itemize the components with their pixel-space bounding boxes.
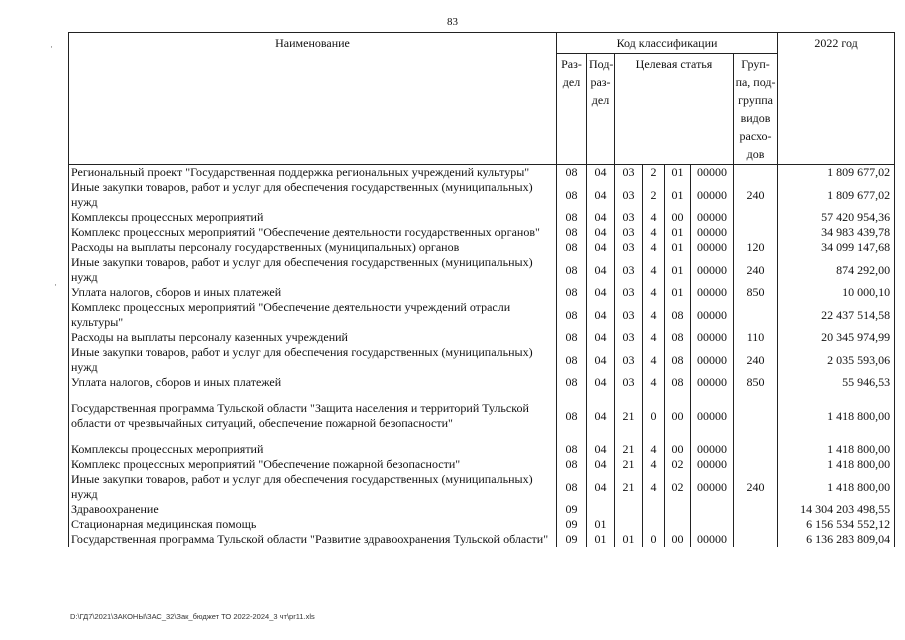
table-body bbox=[69, 165, 895, 548]
event-code: 01 bbox=[665, 285, 691, 300]
expense-group-code: 240 bbox=[734, 345, 778, 375]
program-code: 03 bbox=[615, 165, 643, 181]
amount: 22 437 514,58 bbox=[778, 300, 895, 330]
program-code: 03 bbox=[615, 180, 643, 210]
subprogram-code: 4 bbox=[643, 442, 665, 457]
razdel-code: 08 bbox=[557, 375, 587, 390]
direction-code: 00000 bbox=[691, 345, 734, 375]
header-expense-group: Груп- па, под- группа видов расхо- дов bbox=[734, 54, 778, 165]
scan-speck: · bbox=[50, 42, 53, 52]
podrazdel-code: 01 bbox=[587, 532, 615, 547]
amount: 2 035 593,06 bbox=[778, 345, 895, 375]
event-code: 08 bbox=[665, 330, 691, 345]
event-code: 08 bbox=[665, 375, 691, 390]
event-code: 00 bbox=[665, 532, 691, 547]
amount: 34 099 147,68 bbox=[778, 240, 895, 255]
direction-code: 00000 bbox=[691, 457, 734, 472]
program-code: 21 bbox=[615, 390, 643, 442]
row-name: Комплекс процессных мероприятий "Обеспечение деятельности государственных органов" bbox=[69, 225, 557, 240]
podrazdel-code: 04 bbox=[587, 345, 615, 375]
subprogram-code: 4 bbox=[643, 472, 665, 502]
subprogram-code: 4 bbox=[643, 330, 665, 345]
expense-group-code bbox=[734, 165, 778, 181]
program-code: 03 bbox=[615, 285, 643, 300]
table-row bbox=[69, 532, 895, 547]
podrazdel-code: 04 bbox=[587, 375, 615, 390]
table-row bbox=[69, 517, 895, 532]
subprogram-code: 4 bbox=[643, 210, 665, 225]
header-podrazdel: Под- раз- дел bbox=[587, 54, 615, 165]
row-name: Уплата налогов, сборов и иных платежей bbox=[69, 375, 557, 390]
header-razdel: Раз- дел bbox=[557, 54, 587, 165]
row-name: Региональный проект "Государственная поддержка региональных учреждений культуры" bbox=[69, 165, 557, 181]
program-code: 21 bbox=[615, 457, 643, 472]
row-name: Государственная программа Тульской области "Развитие здравоохранения Тульской области" bbox=[69, 532, 557, 547]
table-row bbox=[69, 502, 895, 517]
scan-speck: · bbox=[54, 280, 57, 290]
razdel-code: 09 bbox=[557, 502, 587, 517]
amount: 1 809 677,02 bbox=[778, 165, 895, 181]
direction-code: 00000 bbox=[691, 390, 734, 442]
subprogram-code: 4 bbox=[643, 375, 665, 390]
expense-group-code bbox=[734, 210, 778, 225]
row-name: Уплата налогов, сборов и иных платежей bbox=[69, 285, 557, 300]
expense-group-code: 850 bbox=[734, 285, 778, 300]
razdel-code: 08 bbox=[557, 472, 587, 502]
event-code: 00 bbox=[665, 390, 691, 442]
razdel-code: 08 bbox=[557, 345, 587, 375]
amount: 57 420 954,36 bbox=[778, 210, 895, 225]
amount: 20 345 974,99 bbox=[778, 330, 895, 345]
event-code: 08 bbox=[665, 345, 691, 375]
razdel-code: 08 bbox=[557, 390, 587, 442]
expense-group-code bbox=[734, 225, 778, 240]
podrazdel-code: 04 bbox=[587, 240, 615, 255]
expense-group-code bbox=[734, 502, 778, 517]
subprogram-code: 4 bbox=[643, 225, 665, 240]
direction-code: 00000 bbox=[691, 240, 734, 255]
amount: 10 000,10 bbox=[778, 285, 895, 300]
podrazdel-code: 04 bbox=[587, 210, 615, 225]
razdel-code: 08 bbox=[557, 240, 587, 255]
page-number: 83 bbox=[447, 16, 458, 28]
row-name: Иные закупки товаров, работ и услуг для обеспечения государственных (муниципальных) нужд bbox=[69, 255, 557, 285]
row-name: Иные закупки товаров, работ и услуг для обеспечения государственных (муниципальных) нужд bbox=[69, 180, 557, 210]
expense-group-code bbox=[734, 300, 778, 330]
table-row bbox=[69, 390, 895, 442]
program-code: 01 bbox=[615, 532, 643, 547]
table-row bbox=[69, 300, 895, 330]
razdel-code: 08 bbox=[557, 255, 587, 285]
direction-code: 00000 bbox=[691, 300, 734, 330]
program-code: 03 bbox=[615, 225, 643, 240]
row-name: Государственная программа Тульской области "Защита населения и территорий Тульской области от чрезвычайных ситуаций, обеспечение пожарной безопасности" bbox=[69, 390, 557, 442]
amount: 1 418 800,00 bbox=[778, 390, 895, 442]
podrazdel-code: 04 bbox=[587, 180, 615, 210]
header-target-article: Целевая статья bbox=[615, 54, 734, 165]
footer-file-path: D:\ГД7\2021\ЗАКОНЫ\ЗАС_32\Зак_бюджет ТО 2022-2024_3 чт\pr11.xls bbox=[70, 612, 315, 621]
amount: 1 809 677,02 bbox=[778, 180, 895, 210]
direction-code bbox=[691, 502, 734, 517]
razdel-code: 08 bbox=[557, 180, 587, 210]
razdel-code: 08 bbox=[557, 300, 587, 330]
table-row bbox=[69, 285, 895, 300]
podrazdel-code: 01 bbox=[587, 517, 615, 532]
direction-code: 00000 bbox=[691, 330, 734, 345]
amount: 55 946,53 bbox=[778, 375, 895, 390]
razdel-code: 08 bbox=[557, 210, 587, 225]
subprogram-code: 4 bbox=[643, 240, 665, 255]
amount: 6 136 283 809,04 bbox=[778, 532, 895, 547]
row-name: Расходы на выплаты персоналу казенных учреждений bbox=[69, 330, 557, 345]
header-year: 2022 год bbox=[778, 33, 895, 165]
expense-group-code bbox=[734, 532, 778, 547]
row-name: Комплекс процессных мероприятий "Обеспечение пожарной безопасности" bbox=[69, 457, 557, 472]
expense-group-code bbox=[734, 390, 778, 442]
event-code bbox=[665, 502, 691, 517]
podrazdel-code: 04 bbox=[587, 225, 615, 240]
podrazdel-code: 04 bbox=[587, 390, 615, 442]
expense-group-code: 240 bbox=[734, 472, 778, 502]
direction-code: 00000 bbox=[691, 285, 734, 300]
budget-table bbox=[68, 32, 895, 547]
amount: 34 983 439,78 bbox=[778, 225, 895, 240]
event-code: 01 bbox=[665, 165, 691, 181]
direction-code bbox=[691, 517, 734, 532]
row-name: Стационарная медицинская помощь bbox=[69, 517, 557, 532]
subprogram-code: 4 bbox=[643, 300, 665, 330]
subprogram-code: 0 bbox=[643, 532, 665, 547]
event-code: 02 bbox=[665, 457, 691, 472]
program-code bbox=[615, 502, 643, 517]
program-code: 03 bbox=[615, 240, 643, 255]
subprogram-code: 2 bbox=[643, 165, 665, 181]
direction-code: 00000 bbox=[691, 472, 734, 502]
amount: 1 418 800,00 bbox=[778, 442, 895, 457]
razdel-code: 08 bbox=[557, 225, 587, 240]
podrazdel-code: 04 bbox=[587, 300, 615, 330]
event-code: 01 bbox=[665, 180, 691, 210]
expense-group-code: 120 bbox=[734, 240, 778, 255]
expense-group-code: 110 bbox=[734, 330, 778, 345]
razdel-code: 08 bbox=[557, 165, 587, 181]
podrazdel-code: 04 bbox=[587, 442, 615, 457]
amount: 1 418 800,00 bbox=[778, 472, 895, 502]
row-name: Комплексы процессных мероприятий bbox=[69, 210, 557, 225]
table-row bbox=[69, 255, 895, 285]
expense-group-code: 240 bbox=[734, 180, 778, 210]
row-name: Комплексы процессных мероприятий bbox=[69, 442, 557, 457]
program-code: 03 bbox=[615, 330, 643, 345]
event-code bbox=[665, 517, 691, 532]
subprogram-code bbox=[643, 517, 665, 532]
table-row bbox=[69, 375, 895, 390]
subprogram-code: 4 bbox=[643, 255, 665, 285]
event-code: 01 bbox=[665, 225, 691, 240]
razdel-code: 08 bbox=[557, 457, 587, 472]
subprogram-code: 4 bbox=[643, 457, 665, 472]
razdel-code: 08 bbox=[557, 285, 587, 300]
expense-group-code: 240 bbox=[734, 255, 778, 285]
row-name: Иные закупки товаров, работ и услуг для обеспечения государственных (муниципальных) нужд bbox=[69, 472, 557, 502]
table-row bbox=[69, 345, 895, 375]
expense-group-code: 850 bbox=[734, 375, 778, 390]
razdel-code: 08 bbox=[557, 442, 587, 457]
event-code: 02 bbox=[665, 472, 691, 502]
event-code: 00 bbox=[665, 442, 691, 457]
table-row bbox=[69, 240, 895, 255]
direction-code: 00000 bbox=[691, 255, 734, 285]
direction-code: 00000 bbox=[691, 225, 734, 240]
table-row bbox=[69, 225, 895, 240]
program-code: 03 bbox=[615, 345, 643, 375]
program-code: 21 bbox=[615, 442, 643, 457]
table-row bbox=[69, 180, 895, 210]
subprogram-code: 4 bbox=[643, 285, 665, 300]
podrazdel-code: 04 bbox=[587, 255, 615, 285]
event-code: 01 bbox=[665, 240, 691, 255]
amount: 6 156 534 552,12 bbox=[778, 517, 895, 532]
amount: 14 304 203 498,55 bbox=[778, 502, 895, 517]
row-name: Здравоохранение bbox=[69, 502, 557, 517]
event-code: 01 bbox=[665, 255, 691, 285]
podrazdel-code: 04 bbox=[587, 457, 615, 472]
event-code: 08 bbox=[665, 300, 691, 330]
razdel-code: 08 bbox=[557, 330, 587, 345]
table-row bbox=[69, 330, 895, 345]
program-code: 03 bbox=[615, 210, 643, 225]
subprogram-code: 0 bbox=[643, 390, 665, 442]
table-row bbox=[69, 472, 895, 502]
row-name: Комплекс процессных мероприятий "Обеспечение деятельности учреждений отрасли культуры" bbox=[69, 300, 557, 330]
program-code: 03 bbox=[615, 255, 643, 285]
table-row bbox=[69, 457, 895, 472]
direction-code: 00000 bbox=[691, 210, 734, 225]
amount: 874 292,00 bbox=[778, 255, 895, 285]
expense-group-code bbox=[734, 442, 778, 457]
expense-group-code bbox=[734, 517, 778, 532]
budget-table-wrapper bbox=[68, 32, 894, 547]
program-code: 03 bbox=[615, 300, 643, 330]
table-row bbox=[69, 165, 895, 181]
event-code: 00 bbox=[665, 210, 691, 225]
amount: 1 418 800,00 bbox=[778, 457, 895, 472]
razdel-code: 09 bbox=[557, 517, 587, 532]
podrazdel-code: 04 bbox=[587, 330, 615, 345]
table-row bbox=[69, 442, 895, 457]
row-name: Расходы на выплаты персоналу государственных (муниципальных) органов bbox=[69, 240, 557, 255]
direction-code: 00000 bbox=[691, 532, 734, 547]
table-row bbox=[69, 210, 895, 225]
header-classification: Код классификации bbox=[557, 33, 778, 54]
subprogram-code: 2 bbox=[643, 180, 665, 210]
razdel-code: 09 bbox=[557, 532, 587, 547]
direction-code: 00000 bbox=[691, 180, 734, 210]
expense-group-code bbox=[734, 457, 778, 472]
podrazdel-code: 04 bbox=[587, 285, 615, 300]
subprogram-code bbox=[643, 502, 665, 517]
program-code: 21 bbox=[615, 472, 643, 502]
row-name: Иные закупки товаров, работ и услуг для обеспечения государственных (муниципальных) нужд bbox=[69, 345, 557, 375]
program-code: 03 bbox=[615, 375, 643, 390]
subprogram-code: 4 bbox=[643, 345, 665, 375]
direction-code: 00000 bbox=[691, 165, 734, 181]
program-code bbox=[615, 517, 643, 532]
podrazdel-code: 04 bbox=[587, 165, 615, 181]
direction-code: 00000 bbox=[691, 442, 734, 457]
direction-code: 00000 bbox=[691, 375, 734, 390]
podrazdel-code: 04 bbox=[587, 472, 615, 502]
header-name: Наименование bbox=[69, 33, 557, 165]
podrazdel-code bbox=[587, 502, 615, 517]
